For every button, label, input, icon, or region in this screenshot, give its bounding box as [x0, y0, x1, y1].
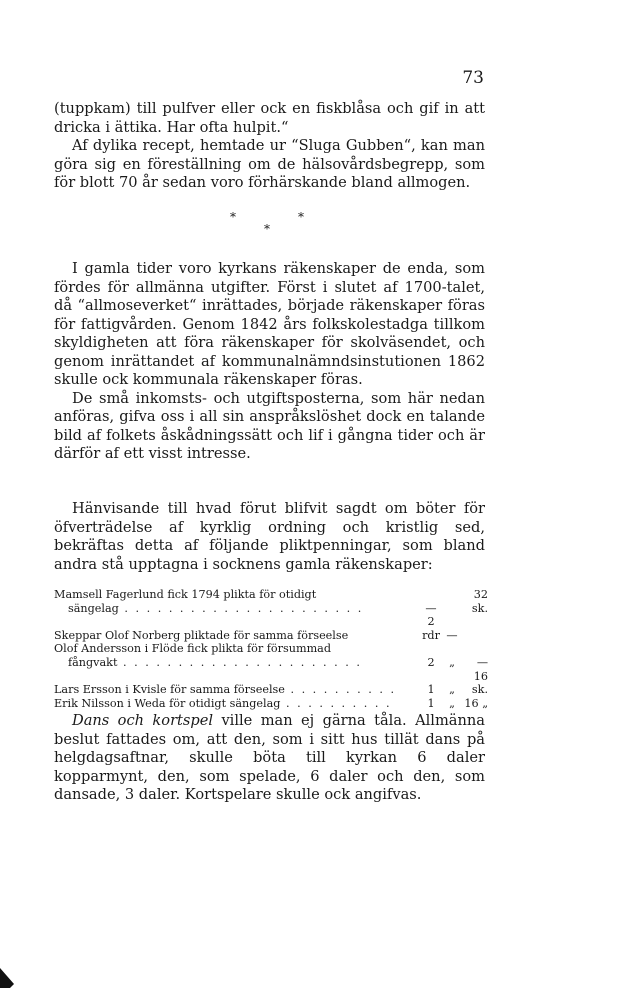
paragraph: Hänvisande till hvad förut blifvit sagdt om böter för öfverträdelse af kyrklig ordning och kristlig sed, bekräftas detta af följande pliktpenningar, som bland andra stå upptagna i socknens gamla räkenskaper:	[54, 500, 485, 573]
fine-amount-sk: 16 sk.	[471, 669, 488, 697]
page-number: 73	[462, 68, 484, 88]
paragraph: Af dylika recept, hemtade ur “Sluga Gubben“, kan man göra sig en föreställning om de hälsovårdsbegrepp, som för blott 70 år sedan voro förhärskande bland allmogen.	[54, 137, 485, 191]
fine-amount-rdr: 2 rdr	[422, 615, 440, 642]
fine-amount-mid: „	[449, 655, 455, 669]
star-glyph: *	[264, 222, 270, 236]
fine-amount-sk: 16 „	[464, 696, 488, 710]
paragraph: De små inkomsts- och utgiftsposterna, som här nedan anföras, gifva oss i all sin anspråkslöshet dock en talande bild af folkets åskådningssätt och lif i gångna tider och är därför af ett visst intresse.	[54, 389, 485, 462]
fine-amount-rdr: 1	[427, 683, 435, 697]
fines-list	[54, 588, 488, 710]
fine-description: Skeppar Olof Norberg pliktade för samma förseelse	[54, 628, 349, 642]
paragraph: I gamla tider voro kyrkans räkenskaper de enda, som fördes för allmänna utgifter. Först i slutet af 1700-talet, då “allmoseverket“ inrättades, började räkenskaper föras för fattigvården. Genom 1842 års folkskolestadga tillkom skyldigheten att föra räkenskaper för skolväsendet, och genom inrättandet af kommunalnämndsinstutionen 1862 skulle ock kommunala räkenskaper föras.	[54, 260, 485, 388]
fine-row: Mamsell Fagerlund fick 1794 plikta för otidigt sängelag . . . . . . . . . . . . . . . . . . . . . . — 32 sk.	[54, 588, 488, 615]
text-block-intro	[54, 100, 485, 193]
fine-row: Erik Nilsson i Weda för otidigt sängelag . . . . . . . . . . 1 „ 16 „	[54, 696, 488, 710]
fine-amount-mid: „	[449, 696, 455, 710]
section-separator-stars	[200, 210, 320, 240]
fine-row: Lars Ersson i Kvisle för samma förseelse . . . . . . . . . . 1 „ 16 sk.	[54, 669, 488, 697]
emphasized-phrase: Dans och kortspel	[72, 712, 214, 729]
fine-row	[54, 615, 488, 642]
star-glyph: *	[298, 210, 304, 224]
fine-amount-rdr: 1	[427, 696, 435, 710]
fine-amount-rdr: —	[425, 601, 437, 615]
fine-amount-mid: —	[446, 628, 458, 642]
fine-description: Olof Andersson i Flöde fick plikta för försummad	[54, 642, 332, 656]
fine-amount-mid: „	[449, 683, 455, 697]
paragraph	[54, 712, 485, 805]
scan-edge-mark	[0, 966, 18, 988]
fine-description-cont: fångvakt	[68, 655, 118, 669]
fine-description: Lars Ersson i Kvisle för samma förseelse	[54, 683, 285, 697]
fine-amount-rdr: 2	[427, 655, 435, 669]
fine-amount-sk: 32 sk.	[471, 588, 488, 615]
text-block-accounts	[54, 260, 485, 464]
text-block-fines-intro	[54, 500, 485, 574]
fine-description: Mamsell Fagerlund fick 1794 plikta för otidigt	[54, 588, 317, 601]
fine-row: Olof Andersson i Flöde fick plikta för försummad fångvakt . . . . . . . . . . . . . . . . . . . . . . 2 „ —	[54, 642, 488, 669]
fine-amount-sk: —	[476, 655, 488, 669]
paragraph: (tuppkam) till pulfver eller ock en fiskblåsa och gif in att dricka i ättika. Har ofta hulpit.“	[54, 100, 485, 136]
fine-description-cont: sängelag	[68, 601, 119, 615]
fine-description: Erik Nilsson i Weda för otidigt sängelag	[54, 696, 281, 710]
text-block-dance-cards	[54, 712, 485, 805]
star-glyph: *	[230, 210, 236, 224]
paragraph-rest: ville man ej gärna tåla. Allmänna beslut fattades om, att den, som i sitt hus tillät dans på helgdagsaftnar, skulle böta till kyrkan 6 daler kopparmynt, den, som spelade, 6 daler och den, som dansade, 3 daler. Kortspelare skulle ock angifvas.	[54, 712, 485, 803]
